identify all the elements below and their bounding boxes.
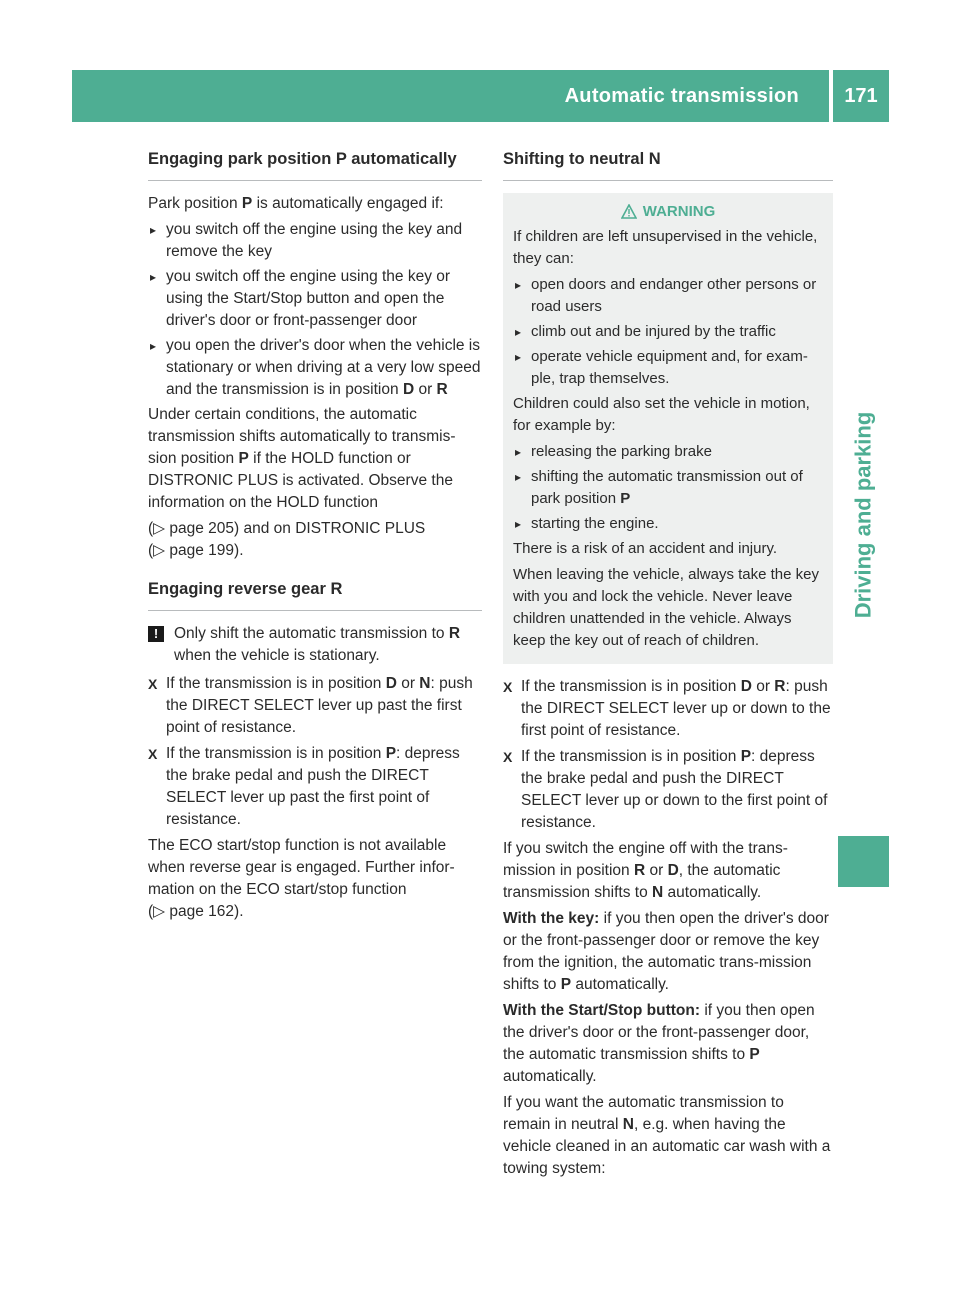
page-reference: (▷ page 199). — [148, 542, 244, 559]
warning-box — [503, 193, 833, 664]
step-arrow-icon: X — [503, 749, 513, 765]
warning-bullet: ▸ starting the engine. — [513, 513, 823, 535]
bullet-item: ▸ you switch off the engine using the key and remove the key — [148, 219, 482, 263]
warning-heading: WARNING — [513, 203, 823, 220]
step-item: X If the transmission is in position D or N: push the DIRECT SELECT lever up past the first point of resistance. — [148, 675, 473, 736]
paragraph: With the Start/Stop button: if you then open the driver's door or the front-passenger door, the automatic transmission shifts to P automatically. — [503, 1002, 815, 1085]
step-arrow-icon: X — [148, 746, 158, 762]
warning-bullet: ▸ shifting the automatic transmission out of park position P — [513, 466, 823, 510]
paragraph: With the key: if you then open the driver's door or the front-passenger door or remove the key from the ignition, the automatic trans-mission shifts to P automatically. — [503, 910, 829, 993]
step-item: X If the transmission is in position P: depress the brake pedal and push the DIRECT SELECT lever up past the first point of resistance. — [148, 745, 460, 828]
exclamation-icon: ! — [148, 626, 164, 642]
paragraph: If you want the automatic transmission to remain in neutral N, e.g. when having the vehicle cleaned in an automatic car wash with a towing system: — [503, 1094, 831, 1177]
step-arrow-icon: X — [503, 679, 513, 695]
warning-bullet: ▸ climb out and be injured by the traffic — [513, 321, 823, 343]
warning-bullet: ▸ operate vehicle equipment and, for exam-ple, trap themselves. — [513, 346, 823, 390]
paragraph: Park position P is automatically engaged if: — [148, 195, 444, 212]
step-item: X If the transmission is in position D or R: push the DIRECT SELECT lever up or down to the first point of resistance. — [503, 678, 831, 739]
bullet-item: ▸ you open the driver's door when the vehicle is stationary or when driving at a very low speed and the transmission is in position D or R — [148, 335, 482, 401]
step-arrow-icon: X — [148, 676, 158, 692]
paragraph: The ECO start/stop function is not available when reverse gear is engaged. Further infor-mation on the ECO start/stop function — [148, 837, 455, 898]
page-number: 171 — [844, 84, 878, 107]
page-reference: (▷ page 162). — [148, 903, 244, 920]
warning-bullet: ▸ open doors and endanger other persons or road users — [513, 274, 823, 318]
left-column — [148, 150, 482, 927]
header-bar — [72, 70, 889, 122]
side-tab-text: Driving and parking — [850, 411, 876, 619]
side-tab-marker — [838, 836, 889, 887]
page-title: Automatic transmission — [564, 84, 799, 107]
bullet-item: ▸ you switch off the engine using the key or using the Start/Stop button and open the driver's door or front-passenger door — [148, 266, 482, 332]
paragraph: If you switch the engine off with the trans-mission in position R or D, the automatic transmission shifts to N automatically. — [503, 840, 788, 901]
paragraph: Under certain conditions, the automatic transmission shifts automatically to transmis-sion position P if the HOLD function or DISTRONIC PLUS is activated. Observe the information on the HOLD function — [148, 406, 456, 511]
warning-text: If children are left unsupervised in the vehicle, they can: — [513, 228, 818, 267]
section-heading-reverse: Engaging reverse gear R — [148, 580, 482, 611]
note-item: ! Only shift the automatic transmission to R when the vehicle is stationary. — [148, 623, 482, 667]
warning-icon — [621, 204, 637, 219]
section-heading-neutral: Shifting to neutral N — [503, 150, 833, 181]
warning-bullet: ▸ releasing the parking brake — [513, 441, 823, 463]
warning-text: Children could also set the vehicle in motion, for example by: — [513, 395, 810, 434]
section-heading-park: Engaging park position P automatically — [148, 150, 482, 181]
step-item: X If the transmission is in position P: depress the brake pedal and push the DIRECT SELECT lever up or down to the first point of resistance. — [503, 748, 828, 831]
warning-text: When leaving the vehicle, always take the key with you and lock the vehicle. Never leave children unattended in the vehicle. Always keep the key out of reach of children. — [513, 566, 819, 649]
page-reference: (▷ page 205) and on DISTRONIC PLUS — [148, 520, 426, 537]
warning-text: There is a risk of an accident and injury. — [513, 540, 778, 557]
right-column — [503, 150, 833, 1184]
side-tab-label — [838, 200, 889, 830]
